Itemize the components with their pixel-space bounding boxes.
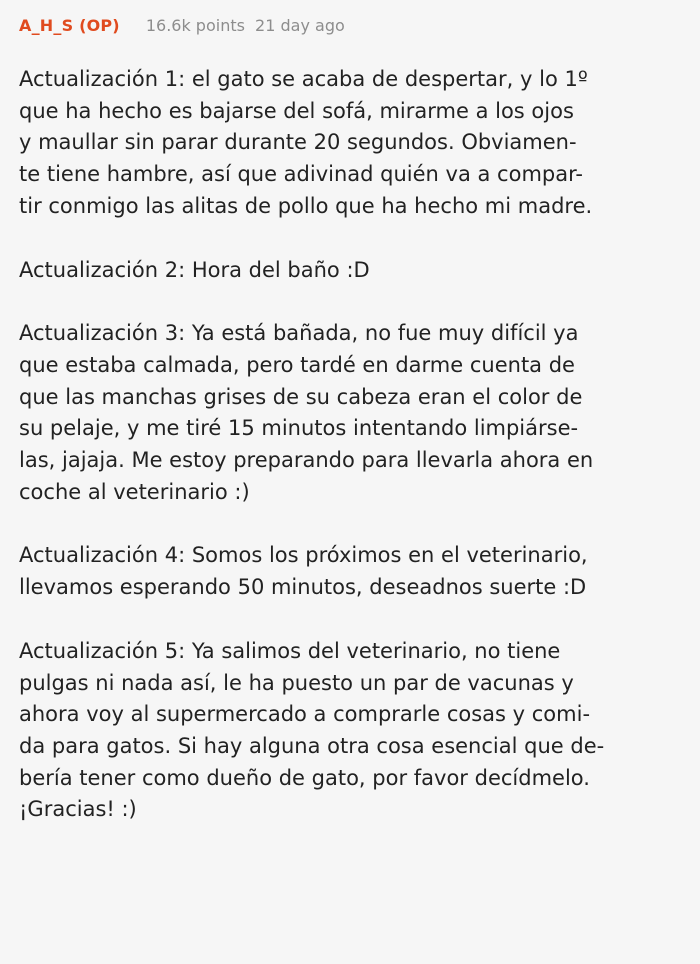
comment-body: [19, 64, 699, 826]
text-line: Actualización 4: Somos los próximos en el veterinario,: [19, 543, 588, 568]
paragraph-update-3: [19, 318, 699, 508]
text-line: y maullar sin parar durante 20 segundos. Obviamen-: [19, 130, 577, 155]
text-line: que las manchas grises de su cabeza eran el color de: [19, 384, 583, 409]
text-line: Actualización 3: Ya está bañada, no fue muy difícil ya: [19, 321, 579, 346]
text-line: llevamos esperando 50 minutos, deseadnos suerte :D: [19, 575, 587, 600]
text-line: te tiene hambre, así que adivinad quién va a compar-: [19, 162, 583, 187]
text-line: las, jajaja. Me estoy preparando para llevarla ahora en: [19, 448, 594, 473]
paragraph-update-4: [19, 540, 699, 603]
text-line: tir conmigo las alitas de pollo que ha hecho mi madre.: [19, 193, 593, 218]
text-line: Actualización 5: Ya salimos del veterinario, no tiene: [19, 638, 561, 663]
text-line: que estaba calmada, pero tardé en darme cuenta de: [19, 352, 575, 377]
points-count: 16.6k points: [145, 16, 245, 35]
text-line: Actualización 2: Hora del baño :D: [19, 257, 370, 282]
text-line: su pelaje, y me tiré 15 minutos intentando limpiárse-: [19, 416, 579, 441]
text-line: pulgas ni nada así, le ha puesto un par de vacunas y: [19, 670, 574, 695]
comment-meta: [19, 16, 700, 42]
author-link[interactable]: A_H_S (OP): [19, 16, 120, 35]
paragraph-update-2: [19, 255, 699, 287]
text-line: da para gatos. Si hay alguna otra cosa esencial que de-: [19, 733, 605, 758]
text-line: Actualización 1: el gato se acaba de despertar, y lo 1º: [19, 67, 588, 91]
text-line: que ha hecho es bajarse del sofá, mirarme a los ojos: [19, 98, 574, 123]
text-line: ahora voy al supermercado a comprarle cosas y comi-: [19, 702, 591, 727]
paragraph-update-1: [19, 64, 699, 223]
comment-age: 21 day ago: [255, 16, 345, 35]
paragraph-update-5: [19, 636, 699, 826]
text-line: coche al veterinario :): [19, 479, 250, 504]
comment-info: [146, 16, 345, 35]
text-line: ¡Gracias! :): [19, 797, 137, 822]
text-line: bería tener como dueño de gato, por favor decídmelo.: [19, 765, 590, 790]
